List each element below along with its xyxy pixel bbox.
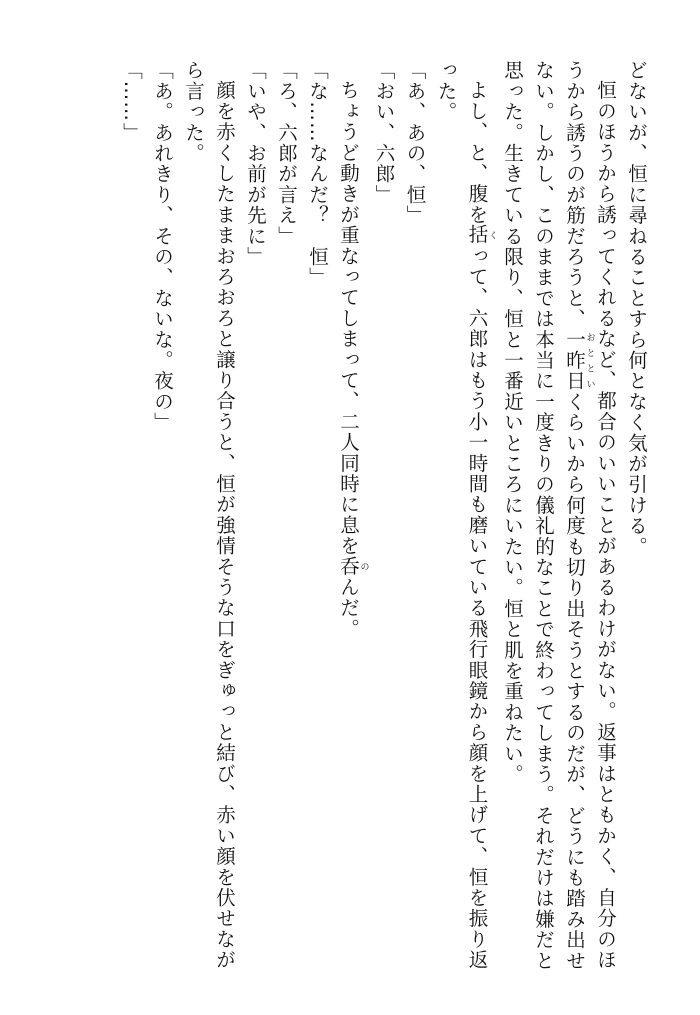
ruby-kuku-reading: く bbox=[487, 224, 497, 246]
dialogue-9-text: 「いや、お前が先に」 bbox=[244, 60, 267, 267]
dialogue-4-text: 「あ、あの、恒」 bbox=[403, 60, 427, 226]
dialogue-11-text: 「あ。あれきり、その、ないな。夜の」 bbox=[151, 60, 174, 433]
ruby-nomu bbox=[337, 555, 369, 577]
paragraph-2-text-b: くらいから何度も切り出そうとするのだが、どうにも踏み出せない。しかし、このままでは本当に一度きりの儀礼的なことで終わってしまう。それだけは嫌だと思った。生きている限り、恒と一番近いところにいたい。恒と肌を重ねたい。 bbox=[501, 60, 586, 971]
paragraph-3 bbox=[431, 60, 498, 980]
dialogue-7-text: 「な……なんだ？ 恒」 bbox=[306, 60, 329, 288]
dialogue-8-text: 「ろ、六郎が言え」 bbox=[275, 60, 298, 247]
dialogue-5-text: 「おい、六郎」 bbox=[372, 60, 396, 205]
paragraph-1-text: どないが、恒に尋ねることすら何となく気が引ける。 bbox=[625, 60, 648, 557]
dialogue-9 bbox=[240, 60, 271, 980]
paragraph-2 bbox=[497, 60, 621, 980]
paragraph-6-text-a: ちょうど動きが重なってしまって、二人同時に息を bbox=[337, 79, 360, 556]
dialogue-8 bbox=[271, 60, 302, 980]
paragraph-10 bbox=[178, 60, 240, 980]
ruby-nomu-reading: の bbox=[358, 555, 369, 577]
dialogue-11 bbox=[147, 60, 178, 980]
paragraph-1 bbox=[621, 60, 652, 980]
dialogue-12-text: 「……」 bbox=[120, 60, 143, 143]
dialogue-4 bbox=[400, 60, 431, 980]
paragraph-2-text-a: 恒のほうから誘ってくれるなど、都合のいいことがあるわけがない。返事はともかく、自分のほうから誘うのが筋だろうと、 bbox=[563, 60, 617, 970]
novel-text-block bbox=[42, 60, 652, 980]
ruby-ototoi-reading: おととい bbox=[584, 329, 595, 392]
dialogue-7 bbox=[302, 60, 333, 980]
ruby-nomu-base: 呑 bbox=[337, 555, 360, 577]
ruby-kuku bbox=[465, 224, 497, 246]
paragraph-10-text: 顔を赤くしたままおろおろと譲り合うと、恒が強情そうな口をぎゅっと結び、赤い顔を伏せながら言った。 bbox=[182, 60, 236, 970]
paragraph-6 bbox=[333, 60, 369, 980]
ruby-ototoi bbox=[563, 329, 595, 392]
paragraph-3-text-a: よし、と、腹を bbox=[465, 79, 489, 225]
paragraph-6-text-b: んだ。 bbox=[337, 576, 360, 639]
ruby-ototoi-base: 一昨日 bbox=[563, 329, 586, 392]
dialogue-12 bbox=[116, 60, 147, 980]
paragraph-3-text-b: って、六郎はもう小一時間も磨いている飛行眼鏡から顔を上げて、恒を振り返った。 bbox=[434, 60, 489, 970]
ruby-kuku-base: 括 bbox=[465, 224, 489, 246]
dialogue-5 bbox=[369, 60, 400, 980]
